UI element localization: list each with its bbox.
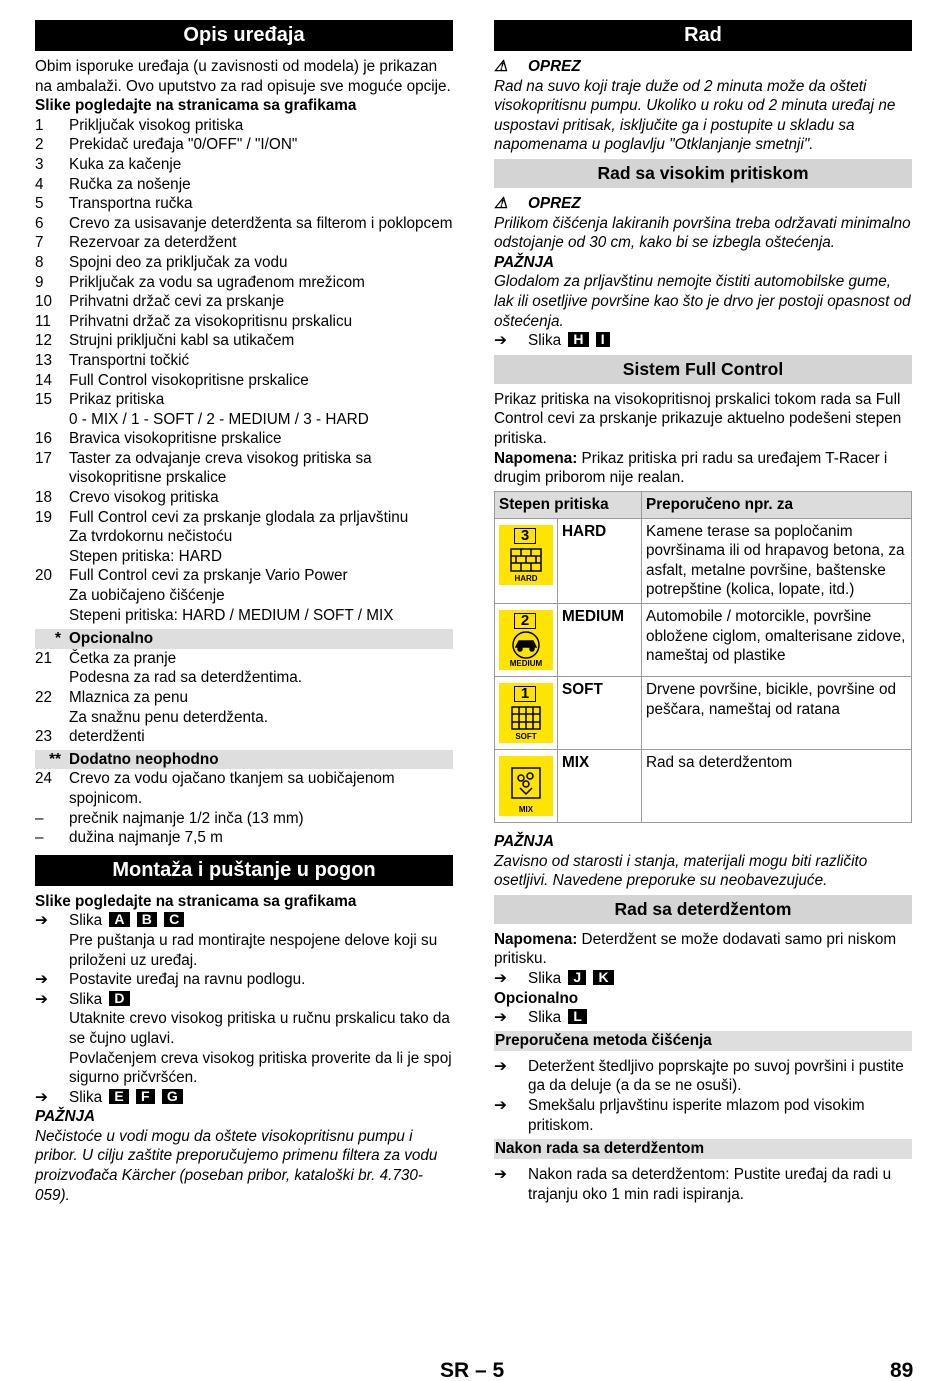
item-text: Spojni deo za priključak za vodu	[69, 253, 288, 271]
list-item	[35, 116, 453, 136]
item-number: 15	[35, 391, 53, 409]
item-text: Priključak visokog pritiska	[69, 116, 244, 134]
list-item	[35, 253, 453, 273]
step-figure-d	[35, 990, 453, 1010]
section-title-visoki: Rad sa visokim pritiskom	[494, 159, 912, 188]
arrow-icon: ➔	[35, 971, 48, 989]
item-number: 17	[35, 449, 53, 467]
item-text: Mlaznica za penu Za snažnu penu deterdženta.	[69, 689, 269, 726]
arrow-icon: ➔	[494, 1097, 507, 1114]
arrow-icon: ➔	[35, 990, 48, 1008]
step-figure-hi	[494, 331, 912, 351]
required-list	[35, 769, 453, 847]
list-item	[35, 488, 453, 508]
table-row	[495, 604, 912, 677]
item-number: 20	[35, 567, 53, 585]
footer-section: SR – 5	[440, 1359, 505, 1381]
item-number: 2	[35, 136, 44, 154]
list-item	[35, 175, 453, 195]
arrow-icon: ➔	[494, 1057, 507, 1075]
mix-icon	[499, 756, 553, 816]
pressure-level: HARD	[558, 518, 642, 603]
item-number: 19	[35, 508, 53, 526]
list-item	[35, 371, 453, 391]
item-text: deterdženti	[69, 728, 145, 746]
list-item	[35, 312, 453, 332]
item-text: Crevo visokog pritiska	[69, 489, 219, 507]
pressure-icon-cell	[495, 677, 558, 750]
arrow-icon: ➔	[494, 970, 507, 988]
section-title-opis: Opis uređaja	[35, 20, 453, 51]
item-text: Četka za pranje Podesna za rad sa deterdžentima.	[69, 649, 302, 687]
item-number: 13	[35, 351, 53, 369]
opis-see-graphics: Slike pogledajte na stranicama sa grafikama	[35, 97, 357, 115]
component-list	[35, 116, 453, 625]
item-text: Transportni točkić	[69, 351, 190, 369]
pressure-icon-cell	[495, 518, 558, 603]
list-item	[35, 449, 453, 488]
opcionalno-label: Opcionalno	[494, 989, 579, 1007]
item-number: 1	[35, 116, 44, 134]
step-figure-efg	[35, 1088, 453, 1108]
list-item	[35, 828, 453, 848]
arrow-icon: ➔	[494, 1009, 507, 1027]
list-item	[35, 273, 453, 293]
slika-label: Slika	[69, 1088, 103, 1106]
montaza-text-2: Utaknite crevo visokog pritiska u ručnu prskalicu tako da se čujno uglavi.	[69, 1010, 450, 1047]
metoda-step: ➔ Deteržent štedljivo poprskajte po suvoj površini i pustite ga da deluje (a da se ne osuši).	[494, 1057, 904, 1095]
item-text: Kuka za kačenje	[69, 155, 182, 173]
item-text: Prekidač uređaja "0/OFF" / "I/ON"	[69, 136, 298, 154]
item-text: Priključak za vodu sa ugrađenom mrežicom	[69, 273, 365, 291]
figure-badge: F	[136, 1089, 155, 1104]
pressure-icon-label: MIX	[518, 805, 534, 815]
figure-badge: L	[568, 1009, 587, 1024]
item-number: 7	[35, 234, 44, 252]
figure-badge: G	[162, 1089, 183, 1104]
list-item	[35, 566, 453, 625]
slika-label: Slika	[528, 332, 562, 350]
pazn-text: Zavisno od starosti i stanja, materijali mogu biti različito osetljivi. Navedene preporuke su neobavezujuće.	[494, 852, 868, 890]
list-item	[35, 214, 453, 234]
list-item	[35, 155, 453, 175]
pressure-icon-label: SOFT	[515, 732, 537, 742]
slika-label: Slika	[528, 1009, 562, 1027]
optional-list	[35, 649, 453, 747]
table-row	[495, 750, 912, 823]
section-title-full-control: Sistem Full Control	[494, 355, 912, 384]
pressure-icon-label: MEDIUM	[509, 659, 543, 669]
list-item	[35, 135, 453, 155]
oprez-heading: ⚠ OPREZ	[494, 194, 581, 212]
item-text: Transportna ručka	[69, 195, 193, 213]
item-number: 16	[35, 430, 53, 448]
pressure-recommendation: Kamene terase sa popločanim površinama ili od hrapavog betona, za asfalt, metalne površine, baštenske potrepštine (kolica, lopate, itd.)	[642, 518, 912, 603]
pressure-table	[494, 491, 912, 823]
optional-mark: *	[55, 630, 61, 648]
list-item	[35, 508, 453, 567]
list-item	[35, 769, 453, 808]
list-item	[35, 292, 453, 312]
item-number: 9	[35, 273, 44, 291]
list-item	[35, 429, 453, 449]
pazn-label: PAŽNJA	[35, 1108, 96, 1126]
required-mark: **	[49, 750, 61, 768]
item-number: 10	[35, 293, 53, 311]
montaza-see-graphics: Slike pogledajte na stranicama sa grafikama	[35, 892, 357, 910]
list-item	[35, 649, 453, 688]
right-column	[494, 20, 912, 1204]
napomena: Napomena: Prikaz pritiska pri radu sa uređajem T-Racer i drugim priborom nije realan.	[494, 449, 888, 487]
nakon-step: ➔ Nakon rada sa deterdžentom: Pustite uređaj da radi u trajanju oko 1 min radi ispiranja.	[494, 1166, 892, 1203]
pressure-recommendation: Rad sa deterdžentom	[642, 750, 912, 823]
table-row	[495, 677, 912, 750]
pazn-text: Nečistoće u vodi mogu da oštete visokopritisnu pumpu i pribor. U cilju zaštite preporučujemo primenu filtera za vodu proizvođača Kärcher (poseban pribor, kataloški br. 4.730-059).	[35, 1127, 438, 1204]
item-text: Full Control cevi za prskanje Vario Power Za uobičajeno čišćenje Stepeni pritiska: HARD / MEDIUM / SOFT / MIX	[69, 567, 394, 624]
figure-badge: A	[109, 912, 129, 927]
item-text: Ručka za nošenje	[69, 175, 191, 193]
item-number: 3	[35, 155, 44, 173]
item-text: Crevo za usisavanje deterdženta sa filterom i poklopcem	[69, 214, 453, 232]
pressure-recommendation: Drvene površine, bicikle, površine od peščara, nameštaj od ratana	[642, 677, 912, 750]
list-item	[35, 809, 453, 829]
item-number: –	[35, 829, 44, 847]
pressure-icon-cell	[495, 750, 558, 823]
opis-intro: Obim isporuke uređaja (u zavisnosti od modela) je prikazan na ambalaži. Ovo uputstvo za rad opisuje sve moguće opcije.	[35, 58, 451, 95]
soft-icon	[499, 683, 553, 743]
item-number: 14	[35, 371, 53, 389]
pressure-icon-cell	[495, 604, 558, 677]
required-label: Dodatno neophodno	[69, 750, 219, 768]
figure-badge: K	[593, 970, 613, 985]
item-number: 5	[35, 195, 44, 213]
item-text: Prikaz pritiska 0 - MIX / 1 - SOFT / 2 - MEDIUM / 3 - HARD	[69, 391, 369, 428]
item-number: 21	[35, 649, 53, 667]
arrow-icon: ➔	[494, 1166, 507, 1184]
arrow-icon: ➔	[35, 912, 48, 930]
figure-badge: E	[109, 1089, 128, 1104]
pressure-number: 2	[514, 613, 536, 629]
item-text: Bravica visokopritisne prskalice	[69, 430, 282, 448]
step-ravna-podloga: ➔ Postavite uređaj na ravnu podlogu.	[35, 971, 306, 989]
item-text: Strujni priključni kabl sa utikačem	[69, 332, 295, 350]
pressure-icon-label: HARD	[514, 573, 538, 583]
subsection-nakon: Nakon rada sa deterdžentom	[494, 1139, 912, 1159]
table-header-row	[495, 491, 912, 518]
section-title-rad: Rad	[494, 20, 912, 51]
subsection-metoda: Preporučena metoda čišćenja	[494, 1031, 912, 1051]
figure-badge: I	[596, 332, 610, 347]
pressure-level: MIX	[558, 750, 642, 823]
figure-badge: J	[568, 970, 586, 985]
pressure-level: SOFT	[558, 677, 642, 750]
list-item	[35, 194, 453, 214]
arrow-icon: ➔	[35, 1088, 48, 1106]
item-text: Full Control visokopritisne prskalice	[69, 371, 309, 389]
montaza-text-1: Pre puštanja u rad montirajte nespojene delove koji su priloženi uz uređaj.	[69, 931, 438, 969]
table-header: Stepen pritiska	[495, 491, 642, 518]
oprez-text: Rad na suvo koji traje duže od 2 minuta može da ošteti visokopritisnu pumpu. Ukoliko u roku od 2 minuta uređaj ne uspostavi pritisak, isključite ga i postupite u skladu sa napomenama u poglavlju "Otklanjanje smetnji".	[494, 77, 896, 154]
item-text: prečnik najmanje 1/2 inča (13 mm)	[69, 809, 304, 827]
item-number: 12	[35, 332, 53, 350]
oprez-text: Prilikom čišćenja lakiranih površina treba održavati minimalno odstojanje od 30 cm, kako bi se izbegla oštećenja.	[494, 214, 911, 252]
item-number: 24	[35, 770, 53, 788]
item-text: Prihvatni držač za visokopritisnu prskalicu	[69, 312, 353, 330]
list-item	[35, 331, 453, 351]
optional-label: Opcionalno	[69, 630, 154, 648]
item-text: Full Control cevi za prskanje glodala za prljavštinu Za tvrdokornu nečistoću Stepen pritiska: HARD	[69, 508, 409, 565]
list-item	[35, 727, 453, 747]
step-figure-jk	[494, 969, 912, 989]
slika-label: Slika	[69, 912, 103, 930]
medium-icon	[499, 610, 553, 670]
table-header: Preporučeno npr. za	[642, 491, 912, 518]
pazn-label: PAŽNJA	[494, 253, 555, 271]
pressure-number: 3	[514, 528, 536, 544]
figure-badge: H	[568, 332, 588, 347]
item-text: Rezervoar za deterdžent	[69, 234, 237, 252]
item-number: 23	[35, 728, 53, 746]
pazn-text: Glodalom za prljavštinu nemojte čistiti automobilske gume, lak ili osetljive površine kao što je drvo jer postoji opasnost od oštećenja.	[494, 273, 911, 330]
item-number: 8	[35, 253, 44, 271]
figure-badge: D	[109, 991, 129, 1006]
step-figure-l	[494, 1008, 912, 1028]
warning-icon: ⚠	[494, 58, 508, 75]
full-control-text: Prikaz pritiska na visokopritisnoj prskalici tokom rada sa Full Control cevi za prskanje prikazuje aktuelno podešeni stepen pritiska.	[494, 390, 902, 447]
pressure-recommendation: Automobile / motorcikle, površine obložene ciglom, omalterisane zidove, nameštaj od plastike	[642, 604, 912, 677]
item-text: Taster za odvajanje creva visokog pritiska sa visokopritisne prskalice	[69, 449, 372, 487]
metoda-step: ➔ Smekšalu prljavštinu isperite mlazom pod visokim pritiskom.	[494, 1097, 865, 1134]
pazn-label: PAŽNJA	[494, 833, 555, 851]
pressure-number: 1	[514, 686, 536, 702]
warning-icon: ⚠	[494, 194, 508, 212]
optional-band	[35, 629, 453, 649]
list-item	[35, 688, 453, 727]
hard-icon	[499, 525, 553, 585]
pressure-level: MEDIUM	[558, 604, 642, 677]
list-item	[35, 351, 453, 371]
page-number: 89	[890, 1359, 914, 1381]
item-number: 11	[35, 312, 51, 330]
item-number: 4	[35, 175, 44, 193]
section-title-deterdzent: Rad sa deterdžentom	[494, 895, 912, 924]
oprez-heading: ⚠ OPREZ	[494, 58, 581, 75]
montaza-text-3: Povlačenjem creva visokog pritiska proverite da li je spoj sigurno pričvršćen.	[69, 1049, 452, 1087]
section-title-montaza: Montaža i puštanje u pogon	[35, 855, 453, 886]
slika-label: Slika	[69, 990, 103, 1008]
item-text: Crevo za vodu ojačano tkanjem sa uobičajenom spojnicom.	[69, 770, 395, 807]
list-item	[35, 233, 453, 253]
table-row	[495, 518, 912, 603]
slika-label: Slika	[528, 970, 562, 988]
item-text: dužina najmanje 7,5 m	[69, 829, 223, 847]
required-band	[35, 750, 453, 770]
item-number: 18	[35, 489, 53, 507]
figure-badge: B	[137, 912, 157, 927]
figure-badge: C	[164, 912, 184, 927]
left-column	[35, 20, 453, 1205]
item-number: –	[35, 809, 44, 827]
item-number: 6	[35, 214, 44, 232]
step-figure-abc	[35, 911, 453, 931]
arrow-icon: ➔	[494, 332, 507, 350]
item-number: 22	[35, 689, 53, 706]
list-item	[35, 390, 453, 429]
item-text: Prihvatni držač cevi za prskanje	[69, 293, 285, 311]
napomena: Napomena: Deterdžent se može dodavati samo pri niskom pritisku.	[494, 930, 897, 968]
